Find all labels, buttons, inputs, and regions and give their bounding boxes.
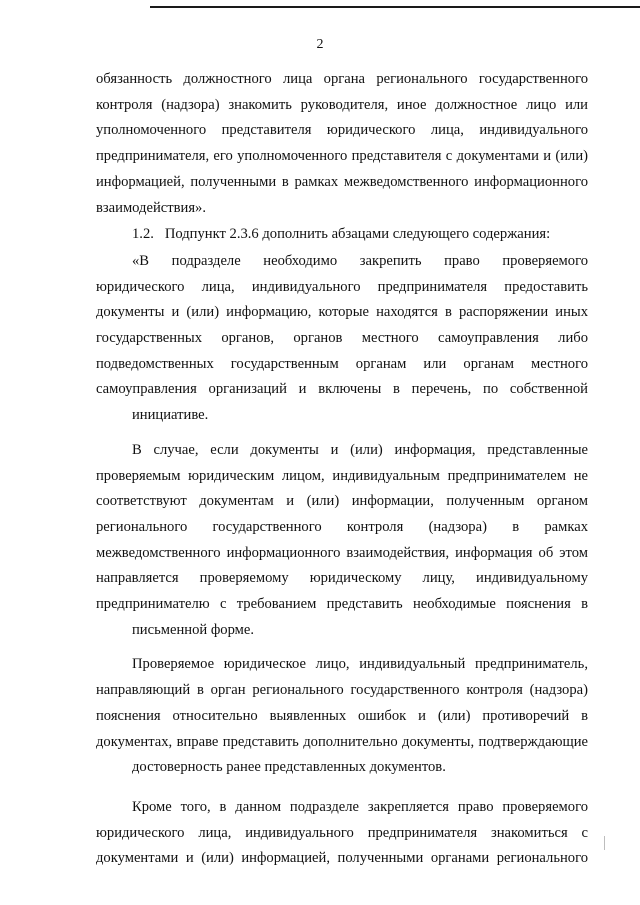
text-line: контроля (надзора) знакомить руководителя, иное должностное лицо или: [96, 96, 588, 113]
text-line: Кроме того, в данном подразделе закрепляется право проверяемого: [132, 798, 588, 815]
text-line: государственных органов, органов местного самоуправления либо: [96, 330, 588, 347]
paragraph-1: [96, 67, 588, 221]
paragraph-2-subclause: [96, 222, 588, 248]
text-line: письменной форме.: [132, 621, 255, 638]
page-number: 2: [316, 37, 324, 52]
text-line: взаимодействия».: [96, 199, 206, 216]
text-line: документами и (или) информацией, полученными органами регионального: [96, 850, 588, 867]
text-line: инициативе.: [132, 407, 209, 424]
document-body: [96, 67, 588, 872]
text-line: 1.2. Подпункт 2.3.6 дополнить абзацами следующего содержания:: [132, 226, 551, 243]
paragraph-5: [96, 652, 588, 781]
paragraph-3-quote: [96, 249, 588, 429]
text-line: документах, вправе представить дополнительно документы, подтверждающие: [96, 733, 588, 750]
text-line: Проверяемое юридическое лицо, индивидуальный предприниматель,: [132, 656, 588, 673]
text-line: достоверность ранее представленных документов.: [132, 759, 446, 776]
text-line: направляется проверяемому юридическому лицу, индивидуальному: [96, 570, 588, 587]
text-line: «В подразделе необходимо закрепить право проверяемого: [132, 252, 588, 269]
scan-artifact-mark: [604, 836, 605, 850]
text-line: уполномоченного представителя юридического лица, индивидуального: [96, 122, 588, 139]
text-line: пояснения относительно выявленных ошибок и (или) противоречий в: [96, 707, 588, 724]
text-line: направляющий в орган регионального государственного контроля (надзора): [96, 682, 588, 699]
text-line: проверяемым юридическим лицом, индивидуальным предпринимателем не: [96, 467, 588, 484]
text-line: В случае, если документы и (или) информация, представленные: [132, 441, 588, 458]
text-line: юридического лица, индивидуального предпринимателя предоставить: [96, 278, 588, 295]
text-line: предпринимателя, его уполномоченного представителя с документами и (или): [96, 148, 588, 165]
text-line: регионального государственного контроля (надзора) в рамках: [96, 518, 588, 535]
text-line: юридического лица, индивидуального предпринимателя знакомиться с: [96, 824, 588, 841]
text-line: информацией, полученными в рамках межведомственного информационного: [96, 173, 588, 190]
paragraph-6: [96, 795, 588, 872]
paragraph-4: [96, 438, 588, 644]
text-line: межведомственного информационного взаимодействия, информация об этом: [96, 544, 588, 561]
text-line: соответствуют документам и (или) информации, полученным органом: [96, 493, 588, 510]
text-line: предпринимателю с требованием представить необходимые пояснения в: [96, 596, 588, 613]
top-border-line: [150, 6, 640, 8]
text-line: документы и (или) информацию, которые находятся в распоряжении иных: [96, 304, 588, 321]
text-line: самоуправления организаций и включены в перечень, по собственной: [96, 381, 588, 398]
text-line: подведомственных государственным органам или органам местного: [96, 355, 588, 372]
text-line: обязанность должностного лица органа регионального государственного: [96, 71, 588, 87]
